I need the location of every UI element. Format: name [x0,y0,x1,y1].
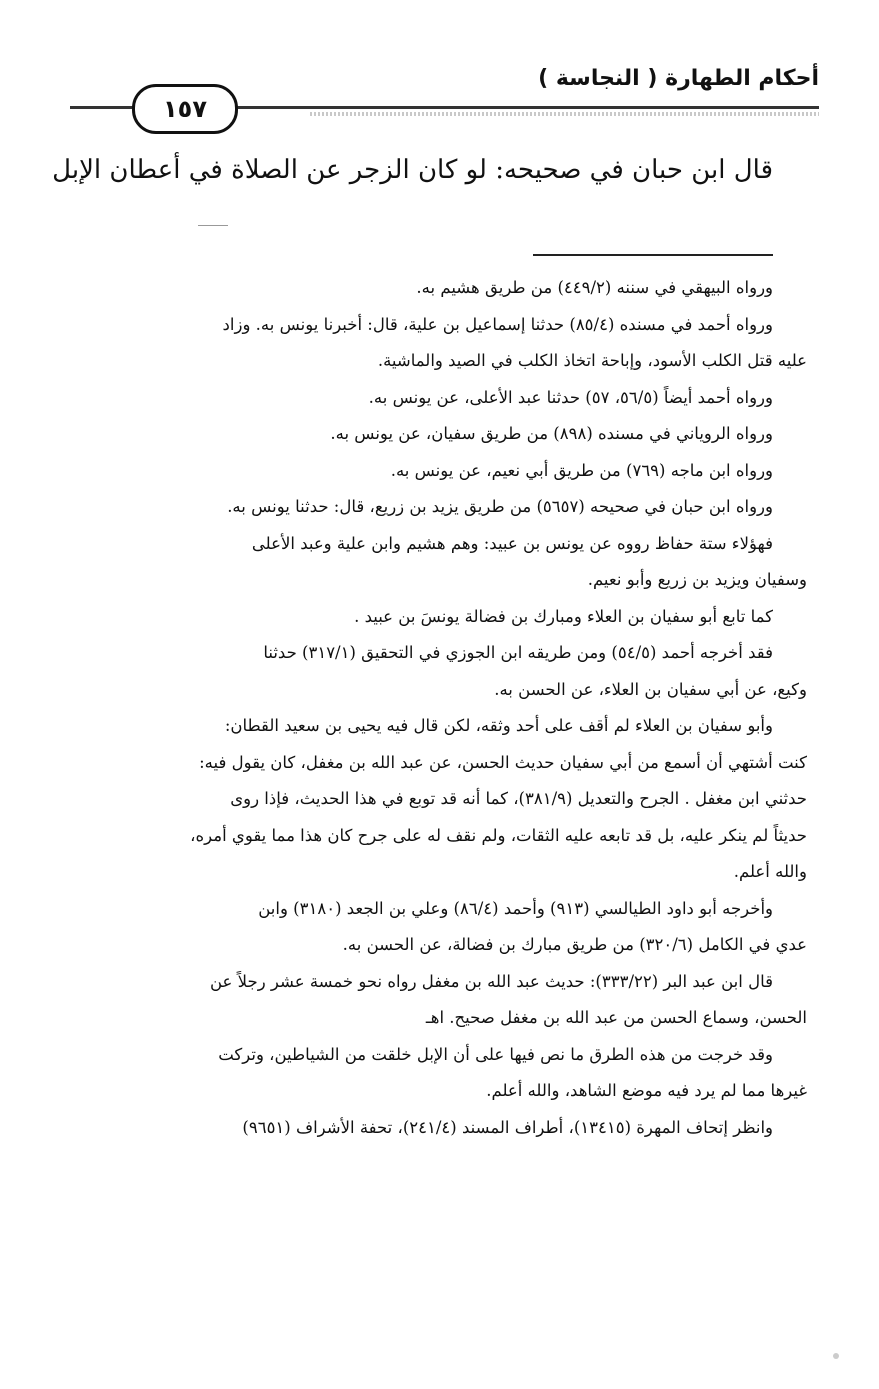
footnote-line: فقد أخرجه أحمد (٥٤/٥) ومن طريقه ابن الجوزي في التحقيق (٣١٧/١) حدثنا [263,643,773,662]
footnote-line: ورواه ابن حبان في صحيحه (٥٦٥٧) من طريق يزيد بن زريع، قال: حدثنا يونس به. [227,497,773,516]
footnote-line: ورواه أحمد في مسنده (٨٥/٤) حدثنا إسماعيل بن علية، قال: أخبرنا يونس به. وزاد [222,314,773,334]
footnote-line: حدثني ابن مغفل . الجرح والتعديل (٣٨١/٩)، كما أنه قد توبع في هذا الحديث، فإذا روى [230,789,807,808]
footnote-line: وانظر إتحاف المهرة (١٣٤١٥)، أطراف المسند (٢٤١/٤)، تحفة الأشراف (٩٦٥١) [242,1117,773,1137]
footnote-line: ورواه ابن ماجه (٧٦٩) من طريق أبي نعيم، عن يونس به. [390,460,773,480]
footnote-line: والله أعلم. [733,862,807,881]
scan-mark [198,225,228,226]
footnote-line: قال ابن عبد البر (٣٣٣/٢٢): حديث عبد الله بن مغفل رواه نحو خمسة عشر رجلاً عن [210,971,773,991]
footnote-line: عدي في الكامل (٣٢٠/٦) من طريق مبارك بن فضالة، عن الحسن به. [342,935,807,954]
page-number: ١٥٧ [132,84,238,134]
footnote-line: كما تابع أبو سفيان بن العلاء ومبارك بن فضالة يونسَ بن عبيد . [354,606,773,626]
scan-speck [833,1353,839,1359]
footnote-separator [533,254,773,256]
footnote-line: فهؤلاء ستة حفاظ رووه عن يونس بن عبيد: وهم هشيم وابن علية وعبد الأعلى [251,533,773,553]
footnote-line: ورواه الروياني في مسنده (٨٩٨) من طريق سفيان، عن يونس به. [330,424,773,443]
footnote-line: عليه قتل الكلب الأسود، وإباحة اتخاذ الكلب في الصيد والماشية. [377,351,807,370]
header-rule-shadow [310,112,819,116]
footnote-line: الحسن، وسماع الحسن من عبد الله بن مغفل صحيح. اهـ [425,1008,807,1027]
footnote-line: وكيع، عن أبي سفيان بن العلاء، عن الحسن به. [494,679,807,699]
footnote-line: وأخرجه أبو داود الطيالسي (٩١٣) وأحمد (٨٦/٤) وعلي بن الجعد (٣١٨٠) وابن [258,898,773,918]
running-header-title: أحكام الطهارة ( النجاسة ) [538,66,819,91]
footnotes-block [80,270,807,1146]
main-text-line: قال ابن حبان في صحيحه: لو كان الزجر عن الصلاة في أعطان الإبل [52,155,773,185]
footnote-line: وقد خرجت من هذه الطرق ما نص فيها على أن الإبل خلقت من الشياطين، وتركت [218,1044,773,1064]
footnote-line: ورواه البيهقي في سننه (٤٤٩/٢) من طريق هشيم به. [416,278,773,297]
footnote-line: وأبو سفيان بن العلاء لم أقف على أحد وثقه، لكن قال فيه يحيى بن سعيد القطان: [224,716,773,735]
header-rule [150,106,819,109]
footnote-line: غيرها مما لم يرد فيه موضع الشاهد، والله أعلم. [486,1081,807,1100]
footnote-line: كنت أشتهي أن أسمع من أبي سفيان حديث الحسن، عن عبد الله بن مغفل، كان يقول فيه: [199,752,807,772]
footnote-line: حديثاً لم ينكر عليه، بل قد تابعه عليه الثقات، ولم نقف له على جرح كان هذا مما يقوي أمره، [190,825,807,845]
footnote-line: ورواه أحمد أيضاً (٥٦/٥، ٥٧) حدثنا عبد الأعلى، عن يونس به. [368,387,773,407]
page-header [70,66,819,126]
footnote-line: وسفيان ويزيد بن زريع وأبو نعيم. [587,570,807,589]
